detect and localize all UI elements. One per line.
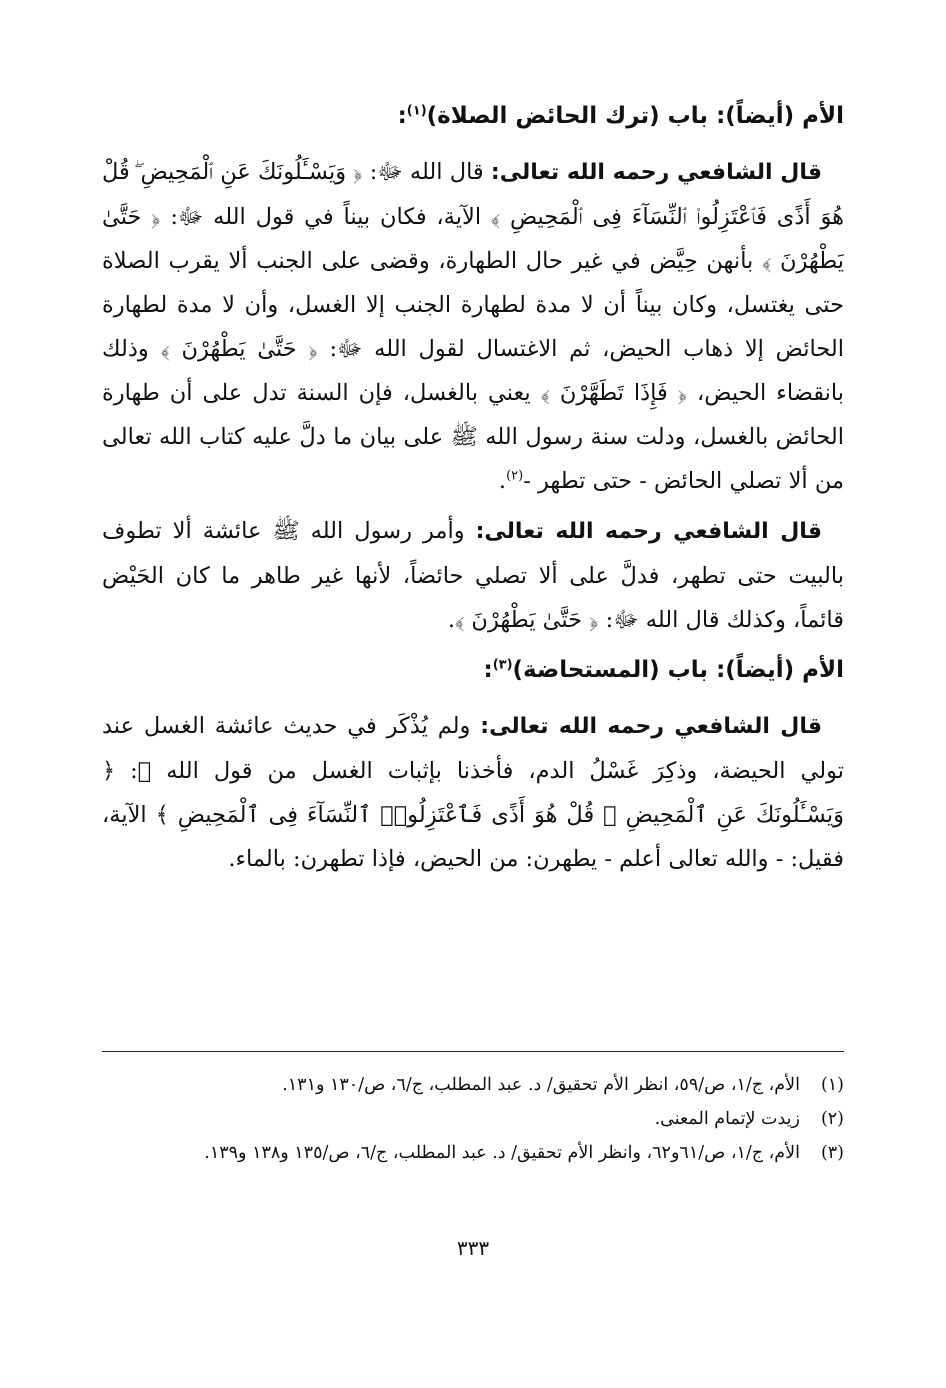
footnote-number: (١) bbox=[820, 1075, 844, 1095]
footnote-ref: (٣) bbox=[492, 657, 513, 673]
paragraph-lead: قال الشافعي رحمه الله تعالى: bbox=[480, 714, 822, 739]
paragraph-lead: قال الشافعي رحمه الله تعالى: bbox=[490, 160, 822, 185]
paragraph-lead: قال الشافعي رحمه الله تعالى: bbox=[475, 519, 822, 544]
paragraph-text: قال الله ﷻ: ﴿ وَيَسْـَٔلُونَكَ عَنِ ٱلْمَحِيضِ ۖ قُلْ هُوَ أَذًى فَٱعْتَزِلُوا۟ ٱلنِّسَآءَ فِى ٱلْمَحِيضِ ﴾ الآية، فكان بيناً في قول الله ﷻ: ﴿ حَتَّىٰ يَطْهُرْنَ ﴾ بأنهن حِيَّض في غير حال الطهارة، وقضى على الجنب ألا يقرب الصلاة حتى يغتسل، وكان بيناً أن لا مدة لطهارة الجنب إلا الغسل، وأن لا مدة لطهارة الحائض إلا ذهاب الحيض، ثم الاغتسال لقول الله ﷻ: ﴿ حَتَّىٰ يَطْهُرْنَ ﴾ وذلك بانقضاء الحيض، ﴿ فَإِذَا تَطَهَّرْنَ ﴾ يعني بالغسل، فإن السنة تدل على أن طهارة الحائض بالغسل، ودلت سنة رسول الله ﷺ على بيان ما دلَّ عليه كتاب الله تعالى من ألا تصلي الحائض - حتى تطهر - bbox=[102, 159, 844, 494]
footnote-item bbox=[102, 1136, 844, 1170]
paragraph-3 bbox=[102, 704, 844, 881]
footnote-text: الأم، ج/١، ص/٥٩، انظر الأم تحقيق/ د. عبد المطلب، ج/٦، ص/١٣٠ و١٣١. bbox=[282, 1075, 800, 1095]
paragraph-text: ولم يُذْكَر في حديث عائشة الغسل عند تولي الحيضة، وذكِرَ غَسْلُ الدم، فأخذنا بإثبات الغسل من قول الله ﷻ: ﴿ وَيَسْـَٔلُونَكَ عَنِ ٱلْمَحِيضِ ۖ قُلْ هُوَ أَذًى فَٱعْتَزِلُوا۟ ٱلنِّسَآءَ فِى ٱلْمَحِيضِ ﴾ الآية، فقيل: - والله تعالى أعلم - يطهرن: من الحيض، فإذا تطهرن: بالماء. bbox=[102, 713, 844, 872]
footnote-text: الأم، ج/١، ص/٦١و٦٢، وانظر الأم تحقيق/ د. عبد المطلب، ج/٦، ص/١٣٥ و١٣٨ و١٣٩. bbox=[204, 1143, 800, 1163]
paragraph-tail: . bbox=[498, 468, 507, 494]
heading-text: الأم (أيضاً): باب (ترك الحائض الصلاة) bbox=[426, 103, 844, 129]
footnote-separator bbox=[102, 1051, 844, 1052]
paragraph-2 bbox=[102, 509, 844, 642]
page-number: ٣٣٣ bbox=[456, 1236, 490, 1260]
footnote-ref: (١) bbox=[406, 103, 427, 119]
footnote-ref: (٢) bbox=[506, 468, 524, 484]
heading-text: الأم (أيضاً): باب (المستحاضة) bbox=[512, 657, 844, 683]
footnote-item bbox=[102, 1068, 844, 1102]
heading-tail: : bbox=[483, 657, 493, 683]
heading-tail: : bbox=[397, 103, 407, 129]
paragraph-text: وأمر رسول الله ﷺ عائشة ألا تطوف بالبيت حتى تطهر، فدلَّ على ألا تصلي حائضاً، لأنها غير طاهر ما كان الحَيْض قائماً، وكذلك قال الله ﷻ: ﴿ حَتَّىٰ يَطْهُرْنَ ﴾. bbox=[102, 518, 844, 633]
footnote-number: (٢) bbox=[820, 1109, 844, 1129]
paragraph-1 bbox=[102, 150, 844, 503]
footnote-item bbox=[102, 1102, 844, 1136]
section-heading-istihada bbox=[102, 652, 844, 688]
footnote-number: (٣) bbox=[820, 1143, 844, 1163]
footnotes bbox=[102, 1068, 844, 1170]
section-heading-menstruating-prayer bbox=[102, 98, 844, 134]
footnote-text: زيدت لإتمام المعنى. bbox=[654, 1109, 800, 1129]
